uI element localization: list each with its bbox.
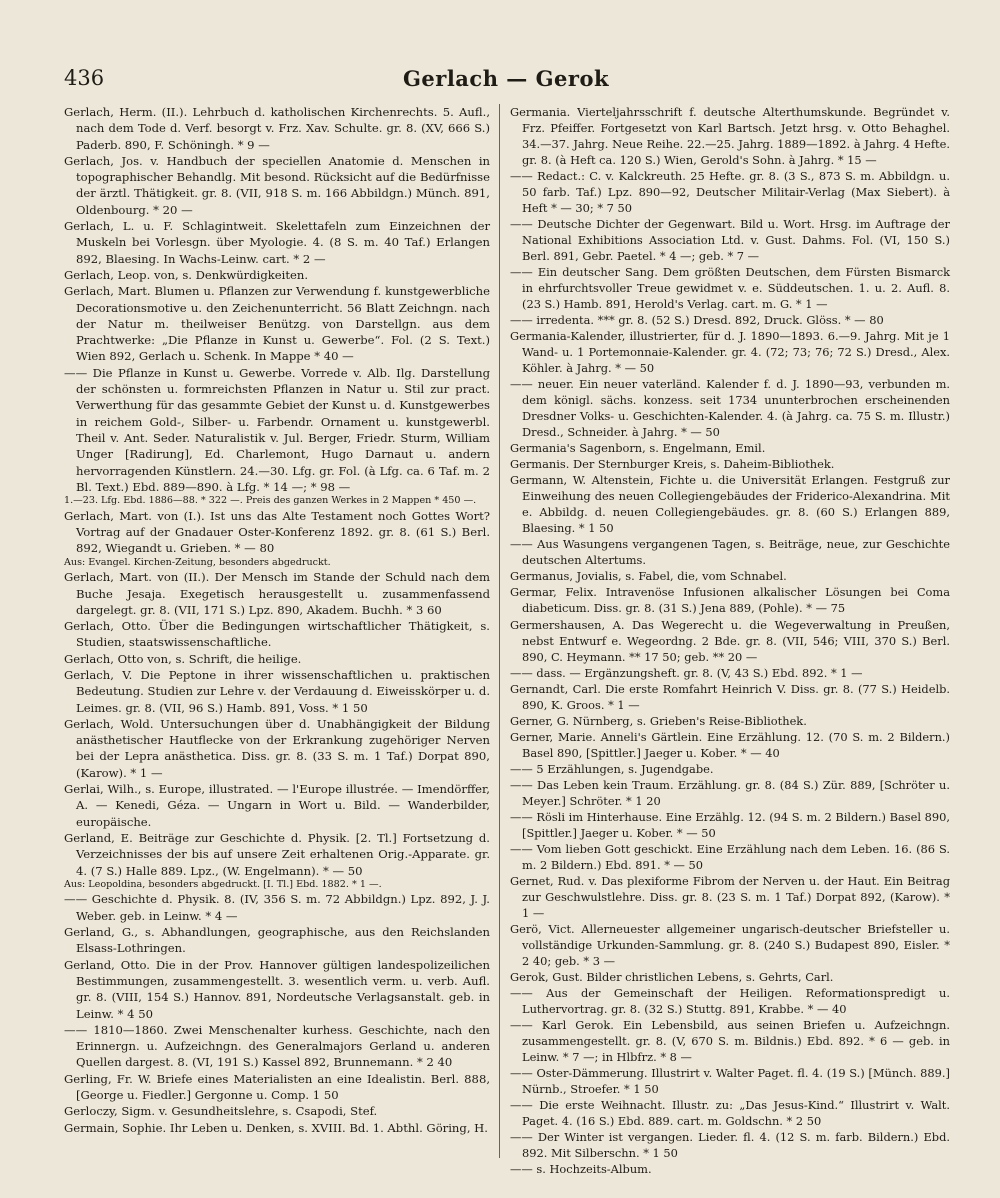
bibliography-entry: —— Ein deutscher Sang. Dem größten Deutschen, dem Fürsten Bismarck in ehrfurchtsvoller Treue gewidmet v. e. Süddeutschen. 1. u. 2. Aufl. 8. (23 S.) Hamb. 891, Herold's Verlag. cart. m. G. * 1 —: [510, 265, 950, 312]
running-title: Gerlach — Gerok: [402, 66, 610, 91]
bibliography-entry: Gerlach, L. u. F. Schlagintweit. Skelettafeln zum Einzeichnen der Muskeln bei Vorlesgn. über Myologie. 4. (8 S. m. 40 Taf.) Erlangen 892, Blaesing. In Wachs-Leinw. cart. * 2 —: [64, 219, 490, 266]
bibliography-entry: Gerling, Fr. W. Briefe eines Materialisten an eine Idealistin. Berl. 888, [George u. Fiedler.] Gergonne u. Comp. 1 50: [64, 1071, 490, 1102]
bibliography-entry: Gerlach, Mart. von (II.). Der Mensch im Stande der Schuld nach dem Buche Jesaja. Exegetisch herausgestellt u. zusammenfassend dargelegt. gr. 8. (VII, 171 S.) Lpz. 890, Akadem. Buchh. * 3 60: [64, 570, 490, 617]
bibliography-entry: Gerok, Gust. Bilder christlichen Lebens, s. Gehrts, Carl.: [510, 969, 834, 984]
bibliography-entry: —— Deutsche Dichter der Gegenwart. Bild u. Wort. Hrsg. im Auftrage der National Exhibitions Association Ltd. v. Gust. Dahms. Fol. (VI, 150 S.) Berl. 891, Gebr. Paetel. * 4 —; geb. * 7 —: [510, 217, 950, 264]
bibliography-entry: —— Die erste Weihnacht. Illustr. zu: „Das Jesus-Kind.“ Illustrirt v. Walt. Paget. 4. (16 S.) Ebd. 889. cart. m. Goldschn. * 2 50: [510, 1097, 950, 1128]
bibliography-entry: —— neuer. Ein neuer vaterländ. Kalender f. d. J. 1890—93, verbunden m. dem königl. sächs. konzess. seit 1734 ununterbrochen erscheinenden Dresdner Volks- u. Geschichten-Kalender. 4. (à Jahrg. ca. 75 S. m. Illustr.) Dresd., Schneider. à Jahrg. * — 50: [510, 377, 950, 440]
bibliography-entry: —— Die Pflanze in Kunst u. Gewerbe. Vorrede v. Alb. Ilg. Darstellung der schönsten u. formreichsten Pflanzen in Natur u. Stil zur pract. Verwerthung für das gesammte Gebiet der Kunst u. d. Kunstgewerbes in reichem Gold-, Silber- u. Farbendr. Ornament u. kunstgewerbl. Theil v. Ant. Seder. Naturalistik v. Jul. Berger, Friedr. Sturm, William Unger [Radirung], Ed. Charlemont, Hugo Darnaut u. andern hervorragenden Künstlern. 24.—30. Lfg. gr. Fol. (à Lfg. ca. 6 Taf. m. 2 Bl. Text.) Ebd. 889—890. à Lfg. * 14 —; * 98 —: [64, 365, 490, 494]
bibliography-entry: Gerner, Marie. Anneli's Gärtlein. Eine Erzählung. 12. (70 S. m. 2 Bildern.) Basel 890, [Spittler.] Jaeger u. Kober. * — 40: [510, 729, 950, 760]
page-number: 436: [64, 66, 105, 90]
bibliography-entry: Gerlach, Leop. von, s. Denkwürdigkeiten.: [64, 267, 309, 282]
bibliography-entry: Gerlach, Otto. Über die Bedingungen wirtschaftlicher Thätigkeit, s. Studien, staatswissenschaftliche.: [64, 619, 490, 650]
left-column: [64, 104, 490, 1136]
bibliography-entry: Gerlach, Wold. Untersuchungen über d. Unabhängigkeit der Bildung anästhetischer Hautflecke von der Erkrankung zugehöriger Nerven bei der Lepra anästhetica. Diss. gr. 8. (33 S. m. 1 Taf.) Dorpat 890, (Karow). * 1 —: [64, 716, 490, 780]
bibliography-entry: Gerland, Otto. Die in der Prov. Hannover gültigen landespolizeilichen Bestimmungen, zusammengestellt. 3. wesentlich verm. u. verb. Aufl. gr. 8. (VIII, 154 S.) Hannov. 891, Nordeutsche Verlagsanstalt. geb. in Leinw. * 4 50: [64, 957, 490, 1021]
bibliography-entry: Germania-Kalender, illustrierter, für d. J. 1890—1893. 6.—9. Jahrg. Mit je 1 Wand- u. 1 Portemonnaie-Kalender. gr. 4. (72; 73; 76; 72 S.) Dresd., Alex. Köhler. à Jahrg. * — 50: [510, 329, 950, 376]
bibliography-entry: —— Aus der Gemeinschaft der Heiligen. Reformationspredigt u. Luthervortrag. gr. 8. (32 S.) Stuttg. 891, Krabbe. * — 40: [510, 985, 950, 1016]
bibliography-entry: —— Der Winter ist vergangen. Lieder. fl. 4. (12 S. m. farb. Bildern.) Ebd. 892. Mit Silberschn. * 1 50: [510, 1130, 950, 1161]
bibliography-entry: Gernet, Rud. v. Das plexiforme Fibrom der Nerven u. der Haut. Ein Beitrag zur Geschwulstlehre. Diss. gr. 8. (23 S. m. 1 Taf.) Dorpat 892, (Karow). * 1 —: [510, 873, 950, 920]
bibliography-entry: Germania's Sagenborn, s. Engelmann, Emil.: [510, 441, 766, 456]
bibliography-entry: Germershausen, A. Das Wegerecht u. die Wegeverwaltung in Preußen, nebst Entwurf e. Wegeordng. 2 Bde. gr. 8. (VII, 546; VIII, 370 S.) Berl. 890, C. Heymann. ** 17 50; geb. ** 20 —: [510, 617, 950, 664]
bibliography-entry: —— 5 Erzählungen, s. Jugendgabe.: [510, 761, 714, 776]
bibliography-entry: Gerland, E. Beiträge zur Geschichte d. Physik. [2. Tl.] Fortsetzung d. Verzeichnisses der bis auf unsere Zeit erhaltenen Orig.-Apparate. gr. 4. (7 S.) Halle 889. Lpz., (W. Engelmann). * — 50: [64, 830, 490, 878]
bibliography-entry: —— dass. — Ergänzungsheft. gr. 8. (V, 43 S.) Ebd. 892. * 1 —: [510, 665, 863, 680]
column-divider: [499, 104, 500, 1158]
bibliography-entry: Aus: Leopoldina, besonders abgedruckt. [I. Tl.] Ebd. 1882. * 1 —.: [64, 878, 382, 890]
bibliography-entry: Germann, W. Altenstein, Fichte u. die Universität Erlangen. Festgruß zur Einweihung des neuen Collegiengebäudes der Friderico-Alexandrina. Mit e. Abbildg. d. neuen Collegiengebäudes. gr. 8. (60 S.) Erlangen 889, Blaesing. * 1 50: [510, 473, 950, 536]
bibliography-entry: Gerner, G. Nürnberg, s. Grieben's Reise-Bibliothek.: [510, 713, 807, 728]
bibliography-entry: —— Oster-Dämmerung. Illustrirt v. Walter Paget. fl. 4. (19 S.) [Münch. 889.] Nürnb., Stroefer. * 1 50: [510, 1065, 950, 1096]
bibliography-entry: —— irredenta. *** gr. 8. (52 S.) Dresd. 892, Druck. Glöss. * — 80: [510, 313, 884, 328]
bibliography-entry: —— Geschichte d. Physik. 8. (IV, 356 S. m. 72 Abbildgn.) Lpz. 892, J. J. Weber. geb. in Leinw. * 4 —: [64, 892, 490, 923]
bibliography-entry: Gerland, G., s. Abhandlungen, geographische, aus den Reichslanden Elsass-Lothringen.: [64, 925, 490, 956]
bibliography-entry: —— Das Leben kein Traum. Erzählung. gr. 8. (84 S.) Zür. 889, [Schröter u. Meyer.] Schröter. * 1 20: [510, 777, 950, 808]
bibliography-entry: Aus: Evangel. Kirchen-Zeitung, besonders abgedruckt.: [64, 556, 331, 568]
bibliography-entry: Gerlai, Wilh., s. Europe, illustrated. — l'Europe illustrée. — Imendörffer, A. — Kenedi, Géza. — Ungarn in Wort u. Bild. — Wanderbilder, europäische.: [64, 782, 490, 829]
bibliography-entry: Gerlach, Otto von, s. Schrift, die heilige.: [64, 651, 302, 666]
bibliography-entry: Gerö, Vict. Allerneuester allgemeiner ungarisch-deutscher Briefsteller u. vollständige Urkunden-Sammlung. gr. 8. (240 S.) Budapest 890, Eisler. * 2 40; geb. * 3 —: [510, 921, 950, 968]
bibliography-entry: —— 1810—1860. Zwei Menschenalter kurhess. Geschichte, nach den Erinnergn. u. Aufzeichngn. des Generalmajors Gerland u. anderen Quellen dargest. 8. (VI, 191 S.) Kassel 892, Brunnemann. * 2 40: [64, 1022, 490, 1070]
bibliography-entry: —— Rösli im Hinterhause. Eine Erzählg. 12. (94 S. m. 2 Bildern.) Basel 890, [Spittler.] Jaeger u. Kober. * — 50: [510, 809, 950, 840]
right-column: [510, 104, 950, 1177]
bibliography-entry: Gerlach, Mart. Blumen u. Pflanzen zur Verwendung f. kunstgewerbliche Decorationsmotive u. den Zeichenunterricht. 56 Blatt Zeichngn. nach der Natur m. theilweiser Benützg. von Darstellgn. aus dem Prachtwerke: „Die Pflanze in Kunst u. Gewerbe“. Fol. (2 S. Text.) Wien 892, Gerlach u. Schenk. In Mappe * 40 —: [64, 284, 490, 364]
bibliography-entry: —— Karl Gerok. Ein Lebensbild, aus seinen Briefen u. Aufzeichngn. zusammengestellt. gr. 8. (V, 670 S. m. Bildnis.) Ebd. 892. * 6 — geb. in Leinw. * 7 —; in Hlbfrz. * 8 —: [510, 1017, 950, 1064]
bibliography-entry: —— Vom lieben Gott geschickt. Eine Erzählung nach dem Leben. 16. (86 S. m. 2 Bildern.) Ebd. 891. * — 50: [510, 841, 950, 872]
page-header: [64, 66, 948, 100]
bibliography-entry: Gerloczy, Sigm. v. Gesundheitslehre, s. Csapodi, Stef.: [64, 1104, 378, 1119]
bibliography-entry: Gerlach, Herm. (II.). Lehrbuch d. katholischen Kirchenrechts. 5. Aufl., nach dem Tode d. Verf. besorgt v. Frz. Xav. Schulte. gr. 8. (XV, 666 S.) Paderb. 890, F. Schöningh. * 9 —: [64, 105, 490, 152]
bibliography-entry: Gerlach, Jos. v. Handbuch der speciellen Anatomie d. Menschen in topographischer Behandlg. Mit besond. Rücksicht auf die Bedürfnisse der ärztl. Thätigkeit. gr. 8. (VII, 918 S. m. 166 Abbildgn.) Münch. 891, Oldenbourg. * 20 —: [64, 153, 490, 217]
bibliography-entry: —— Redact.: C. v. Kalckreuth. 25 Hefte. gr. 8. (3 S., 873 S. m. Abbildgn. u. 50 farb. Taf.) Lpz. 890—92, Deutscher Militair-Verlag (Max Siebert). à Heft * — 30; * 7 50: [510, 169, 950, 216]
bibliography-entry: Gernandt, Carl. Die erste Romfahrt Heinrich V. Diss. gr. 8. (77 S.) Heidelb. 890, K. Groos. * 1 —: [510, 681, 950, 712]
bibliography-entry: —— Aus Wasungens vergangenen Tagen, s. Beiträge, neue, zur Geschichte deutschen Altertums.: [510, 537, 950, 568]
bibliography-entry: Germania. Vierteljahrsschrift f. deutsche Alterthumskunde. Begründet v. Frz. Pfeiffer. Fortgesetzt von Karl Bartsch. Jetzt hrsg. v. Otto Behaghel. 34.—37. Jahrg. Neue Reihe. 22.—25. Jahrg. 1889—1892. à Jahrg. 4 Hefte. gr. 8. (à Heft ca. 120 S.) Wien, Gerold's Sohn. à Jahrg. * 15 —: [510, 105, 950, 168]
bibliography-entry: Germanis. Der Sternburger Kreis, s. Daheim-Bibliothek.: [510, 457, 835, 472]
bibliography-entry: Germain, Sophie. Ihr Leben u. Denken, s. XVIII. Bd. 1. Abthl. Göring, H.: [64, 1120, 488, 1135]
bibliography-entry: 1.—23. Lfg. Ebd. 1886—88. * 322 —. Preis des ganzen Werkes in 2 Mappen * 450 —.: [64, 495, 477, 507]
bibliography-entry: Gerlach, Mart. von (I.). Ist uns das Alte Testament noch Gottes Wort? Vortrag auf der Gnadauer Oster-Konferenz 1892. gr. 8. (61 S.) Berl. 892, Wiegandt u. Grieben. * — 80: [64, 508, 490, 556]
bibliography-entry: Germar, Felix. Intravenöse Infusionen alkalischer Lösungen bei Coma diabeticum. Diss. gr. 8. (31 S.) Jena 889, (Pohle). * — 75: [510, 585, 950, 616]
bibliography-entry: Gerlach, V. Die Peptone in ihrer wissenschaftlichen u. praktischen Bedeutung. Studien zur Lehre v. der Verdauung d. Eiweisskörper u. d. Leimes. gr. 8. (VII, 96 S.) Hamb. 891, Voss. * 1 50: [64, 667, 490, 715]
bibliography-entry: Germanus, Jovialis, s. Fabel, die, vom Schnabel.: [510, 569, 787, 584]
bibliography-entry: —— s. Hochzeits-Album.: [510, 1162, 652, 1177]
